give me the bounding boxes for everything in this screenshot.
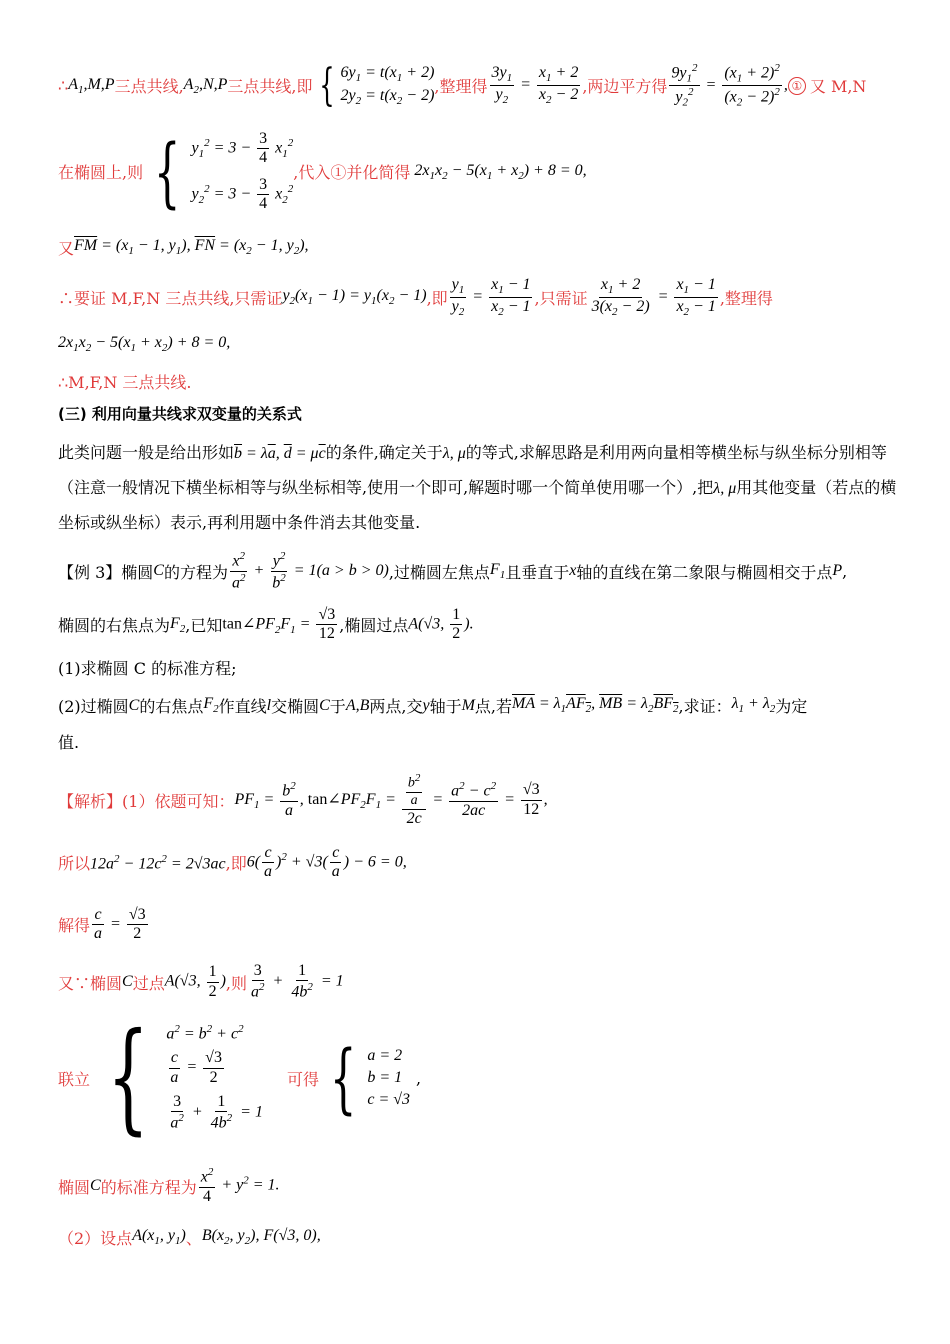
question-2 xyxy=(58,694,807,717)
text: 交椭圆 xyxy=(271,697,320,716)
text: ,只需证 xyxy=(534,288,588,308)
text: ,已知 xyxy=(185,616,223,636)
system-eq: { $6y_1 = t(x_1 + 2)$ $2y_2 = t(x_2 - 2)$ xyxy=(318,59,435,111)
text: ,即 xyxy=(426,288,448,308)
text: ∴M,F,N 三点共线. xyxy=(58,373,192,392)
math: $\overline{FM} = (x_1 - 1$, $y_1$), $\overline{FN} = (x_2 - 1$, $y_2$), xyxy=(74,237,309,258)
solution-line1 xyxy=(58,772,548,828)
text: (2)过椭圆 xyxy=(58,697,129,716)
text: 为定 xyxy=(775,697,808,716)
math: A(√3, $\frac{1}{2}$ ) xyxy=(164,963,226,1000)
math: $\frac{x_1 + 2}{3(x_2 - 2)}$ = $\frac{x_1 - 1}{x_2 - 1}$ xyxy=(591,276,716,319)
text: ,过椭圆左焦点 xyxy=(388,562,490,582)
example-label: 【例 3】 xyxy=(58,562,122,582)
line-prove xyxy=(58,276,773,319)
text: 此类问题一般是给出形如 xyxy=(58,443,235,462)
math: $B(x_2$, $y_2$), F(√3, 0), xyxy=(201,1227,321,1248)
math: $A_2,N,P$ xyxy=(183,75,228,96)
math: x xyxy=(569,562,577,580)
solution-line3 xyxy=(58,906,150,944)
math: $\frac{x^2}{a^2}$ + $\frac{y^2}{b^2}$ = 1(a > b > 0) xyxy=(231,550,389,592)
text: 联立 xyxy=(58,1069,91,1089)
math: $\lambda_1 + \lambda_2$ xyxy=(731,695,776,716)
math: P xyxy=(832,562,843,580)
circled-one: ① xyxy=(788,77,806,95)
text: 的条件,确定关于 xyxy=(325,443,443,462)
text: ,即 xyxy=(225,854,247,874)
question-2-cont: 值. xyxy=(58,733,80,752)
text: 的标准方程为 xyxy=(100,1177,197,1197)
system-eq: { $a^2 = b^2 + c^2$ $\frac{c}{a}$ = $\frac{√3}{2}$ $\frac{3}{a^2}$ + $\frac{1}{4b^2}$ = 1 xyxy=(107,1008,263,1147)
text: 且垂直于 xyxy=(505,562,570,582)
math: $\overline{b} = \lambda\overline{a}$, $\overline{d} = \mu\overline{c}$ xyxy=(234,445,326,462)
text: 点,若 xyxy=(474,697,512,716)
math: $\tan\angle PF_2F_1$ = $\frac{√3}{12}$ xyxy=(222,606,336,643)
text: 又∵椭圆 xyxy=(58,973,123,993)
math: C xyxy=(128,696,140,714)
math: $\frac{9y_1^2}{y_2^2}$ = $\frac{(x_1 + 2)^2}{(x_2 - 2)^2}$ , xyxy=(671,62,788,109)
math: $PF_1$ = $\frac{b^2}{a}$ , $\tan\angle PF_2F_1$ = $\frac{\frac{b^2}{a}}{2c}$ = $\frac{a^2 - c^2}{2ac}$ = $\frac{√3}{12}$ , xyxy=(234,772,548,827)
solution-line4 xyxy=(58,962,344,1002)
text: 轴于 xyxy=(429,697,462,716)
math: A,B xyxy=(345,696,370,714)
solution-label: 【解析】 xyxy=(58,791,123,811)
math: $F_2$ xyxy=(203,695,219,716)
math: C xyxy=(122,973,133,991)
math: C xyxy=(90,1177,101,1195)
math: $\frac{3}{a^2}$ + $\frac{1}{4b^2}$ = 1 xyxy=(251,962,344,1001)
math: $2x_1x_2 - 5(x_1 + x_2) + 8 = 0$, xyxy=(414,161,587,182)
example-3-line2 xyxy=(58,606,474,644)
text: 三点共线, xyxy=(114,77,184,97)
math: C xyxy=(153,562,164,580)
text: 的右焦点 xyxy=(139,697,204,716)
math: 6( $\frac{c}{a}$ )$^2$ + √3( $\frac{c}{a}$ ) − 6 = 0, xyxy=(246,844,407,881)
system-eq: { $y_1^2 = 3$ − $\frac{3}{4}$ $x_1^2$ $y_2^2 = 3$ − $\frac{3}{4}$ $x_2^2$ xyxy=(153,126,294,216)
text: 可得 xyxy=(286,1069,319,1089)
math: l xyxy=(266,696,272,714)
text: 又 M,N xyxy=(809,77,867,97)
text: 作直线 xyxy=(218,697,267,716)
math: $\frac{c}{a}$ = $\frac{√3}{2}$ xyxy=(94,906,146,943)
example-3-line1 xyxy=(58,550,847,592)
therefore-text: ∴ xyxy=(58,76,69,96)
text: , xyxy=(416,1068,422,1088)
math: $F_1$ xyxy=(489,561,506,582)
section-heading: (三) 利用向量共线求双变量的关系式 xyxy=(58,405,302,423)
text: ,整理得 xyxy=(719,288,773,308)
text: 椭圆 xyxy=(58,1177,91,1197)
math: C xyxy=(319,696,330,714)
intro-paragraph xyxy=(58,436,898,540)
solution-line2 xyxy=(58,844,407,882)
text: 轴的直线在第二象限与椭圆相交于点 xyxy=(576,562,833,582)
text: 用其他变量（若点的横坐标或纵坐标）表示,再利用题中条件消去其他变量. xyxy=(58,478,897,532)
math: $A_1,M,P$ xyxy=(68,75,115,96)
text: , xyxy=(842,561,848,581)
text: ,两边平方得 xyxy=(582,77,668,97)
text: ∴要证 M,F,N 三点共线,只需证 xyxy=(58,288,283,308)
math: A(√3, $\frac{1}{2}$ ). xyxy=(408,606,474,643)
math: $\overline{MA} = \lambda_1AF_2$, $\overline{MB} = \lambda_2BF_2$ xyxy=(512,695,679,716)
math: $A(x_1$, $y_1$) xyxy=(132,1227,186,1248)
math: $\frac{x^2}{4}$ + $y^2 = 1$. xyxy=(200,1166,280,1205)
line-conclusion xyxy=(58,370,192,393)
text: 椭圆 xyxy=(121,562,154,582)
math: $\frac{y_1}{y_2}$ = $\frac{x_1 - 1}{x_2 - 1}$ xyxy=(451,276,531,319)
text: 的方程为 xyxy=(163,562,228,582)
math: $12a^2 - 12c^2 = 2√3ac$ xyxy=(90,852,226,873)
text: ,求证： xyxy=(678,697,732,716)
math: $\frac{3y_1}{y_2}$ = $\frac{x_1 + 2}{x_2 - 2}$ xyxy=(491,64,579,107)
text: 的等式,求解思路是利用两向量相等横坐标与纵坐标分别相等（注意一般情况下横坐标相等与纵坐标相等,使用一个即可,解题时哪一个简单使用哪一个）,把 xyxy=(58,443,887,497)
solution-line6 xyxy=(58,1166,280,1206)
math: λ, μ xyxy=(713,480,737,497)
text: 所以 xyxy=(58,854,91,874)
text: 解得 xyxy=(58,916,91,936)
math: M xyxy=(461,696,475,714)
math: $2x_1x_2 - 5(x_1 + x_2) + 8 = 0$, xyxy=(58,334,231,355)
math: $F_2$ xyxy=(170,614,186,635)
text: 又 xyxy=(58,239,75,258)
text: 椭圆的右焦点为 xyxy=(58,616,171,636)
text: （2）设点 xyxy=(58,1229,133,1248)
text: 过点 xyxy=(132,973,165,993)
math: $y_2(x_1 - 1) = y_1(x_2 - 1)$ xyxy=(282,287,427,308)
solution-system xyxy=(58,1008,422,1147)
text: 三点共线,即 xyxy=(227,77,313,97)
solution-line7 xyxy=(58,1226,321,1249)
text: 、 xyxy=(185,1229,202,1248)
text: 于 xyxy=(329,697,346,716)
math: y xyxy=(422,696,430,714)
text: (1）依题可知： xyxy=(122,791,235,811)
line-vectors xyxy=(58,236,309,259)
text: ,代入①并化简得 xyxy=(293,163,411,183)
math: λ, μ xyxy=(442,445,466,462)
line-on-ellipse xyxy=(58,126,587,216)
text: 两点,交 xyxy=(369,697,423,716)
system-result: { a = 2 b = 1 c = √3 xyxy=(329,1033,411,1122)
question-1: (1)求椭圆 C 的标准方程; xyxy=(58,659,237,678)
line-collinear-1 xyxy=(58,59,867,111)
text: ,整理得 xyxy=(434,77,488,97)
text: ,椭圆过点 xyxy=(339,616,409,636)
text: ,则 xyxy=(225,973,248,993)
text: 在椭圆上,则 xyxy=(58,163,144,183)
line-result xyxy=(58,334,230,354)
